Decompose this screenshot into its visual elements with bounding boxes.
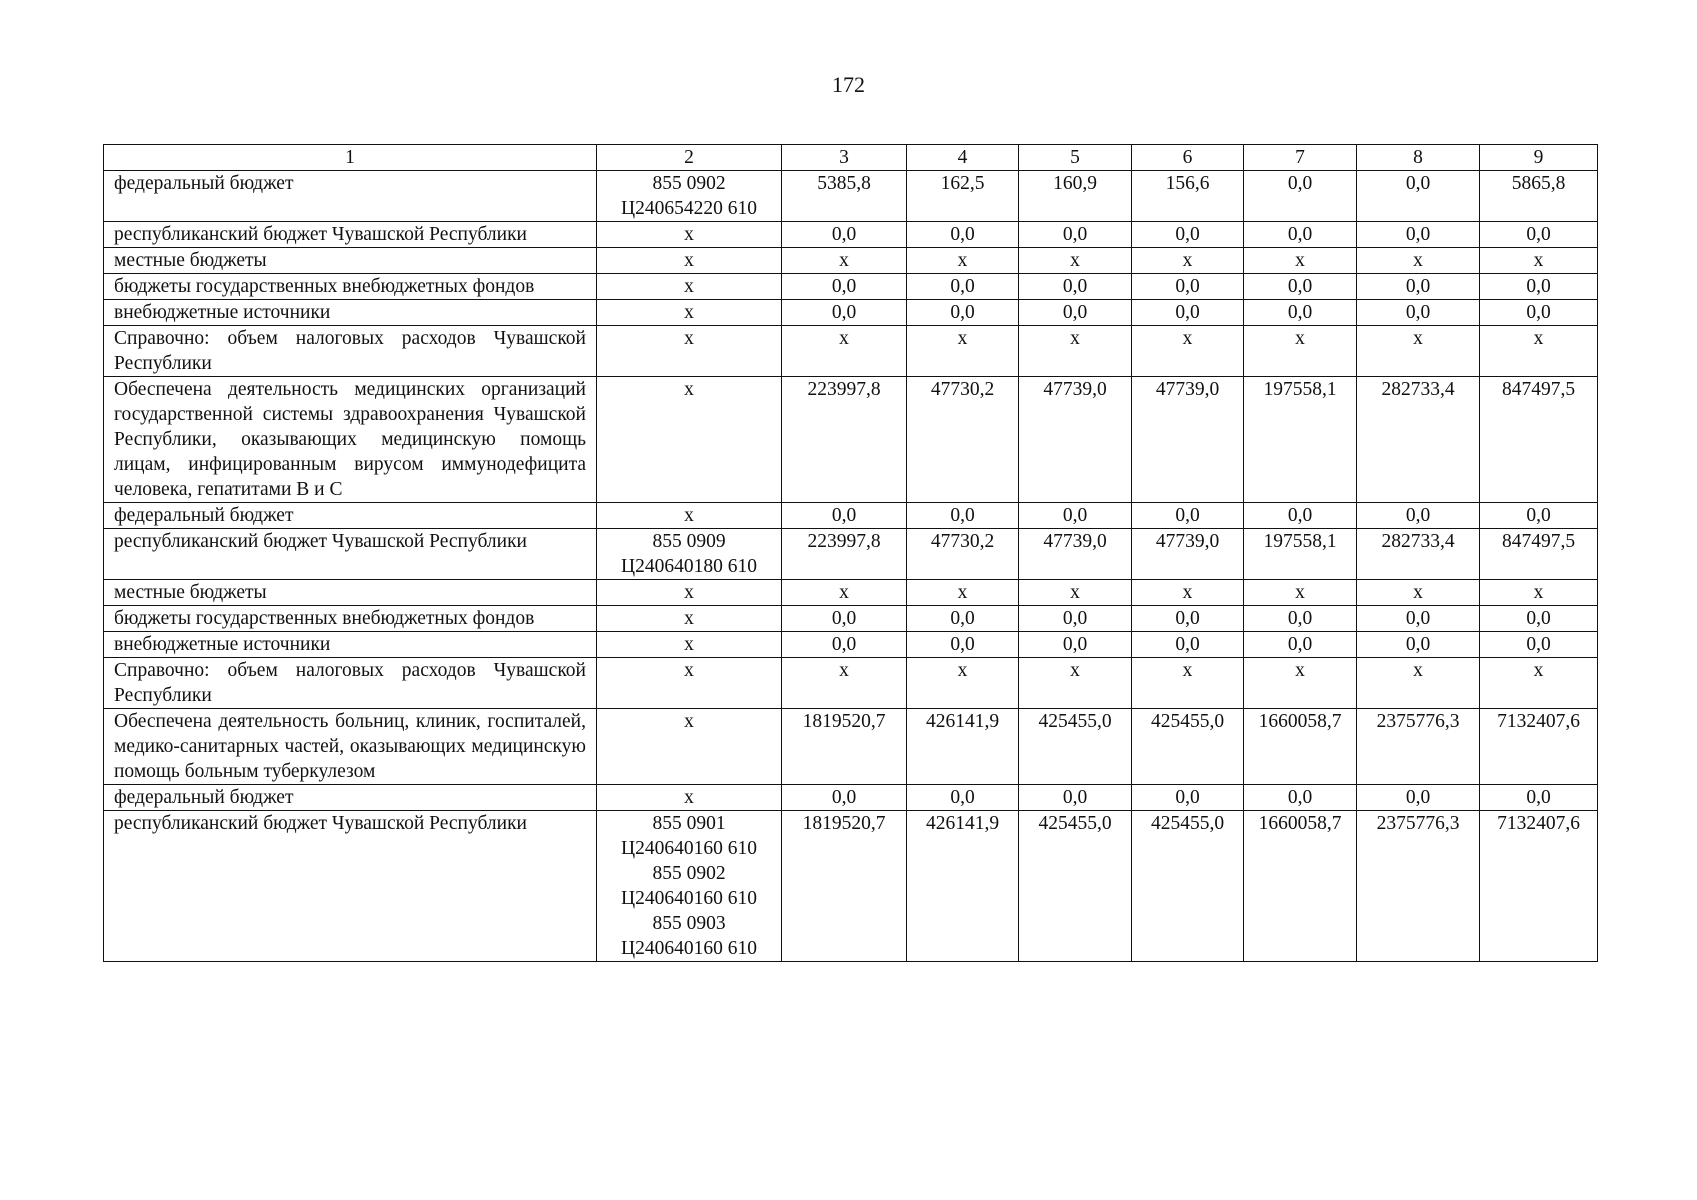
value-cell: 2375776,3 (1357, 709, 1480, 785)
value-cell: 0,0 (1357, 606, 1480, 632)
row-name-cell: Обеспечена деятельность медицинских организаций государственной системы здравоохранения Чувашской Республики, оказывающих медицинскую помощь лицам, инфицированным вирусом иммунодефицита человека, гепатитами B и C (104, 377, 597, 503)
value-cell: 0,0 (907, 300, 1019, 326)
value-cell: 282733,4 (1357, 377, 1480, 503)
value-cell: 0,0 (907, 785, 1019, 811)
value-cell: x (1480, 248, 1598, 274)
value-cell: x (1244, 658, 1357, 709)
value-cell: x (1244, 248, 1357, 274)
table-row (104, 171, 1598, 222)
value-cell: x (1357, 326, 1480, 377)
value-cell: x (782, 248, 907, 274)
row-name-cell: бюджеты государственных внебюджетных фондов (104, 606, 597, 632)
value-cell: 5385,8 (782, 171, 907, 222)
budget-code-cell: x (597, 658, 782, 709)
value-cell: x (1132, 580, 1244, 606)
value-cell: 0,0 (782, 606, 907, 632)
row-name-cell: внебюджетные источники (104, 300, 597, 326)
value-cell: 1660058,7 (1244, 709, 1357, 785)
value-cell: 0,0 (1132, 632, 1244, 658)
value-cell: 847497,5 (1480, 529, 1598, 580)
value-cell: 223997,8 (782, 529, 907, 580)
value-cell: 0,0 (782, 300, 907, 326)
value-cell: 0,0 (1019, 503, 1132, 529)
value-cell: 0,0 (1244, 503, 1357, 529)
row-name-cell: федеральный бюджет (104, 785, 597, 811)
budget-code-cell: x (597, 274, 782, 300)
table-row (104, 785, 1598, 811)
value-cell: 0,0 (907, 274, 1019, 300)
table-row (104, 606, 1598, 632)
value-cell: 0,0 (782, 632, 907, 658)
budget-code-cell: 855 0902 Ц240654220 610 (597, 171, 782, 222)
row-name-cell: бюджеты государственных внебюджетных фондов (104, 274, 597, 300)
budget-code-cell: x (597, 326, 782, 377)
column-number: 5 (1019, 145, 1132, 171)
value-cell: x (907, 658, 1019, 709)
value-cell: x (1019, 326, 1132, 377)
row-name-cell: местные бюджеты (104, 580, 597, 606)
column-number: 3 (782, 145, 907, 171)
budget-code-cell: 855 0909 Ц240640180 610 (597, 529, 782, 580)
column-number: 1 (104, 145, 597, 171)
value-cell: 0,0 (782, 274, 907, 300)
value-cell: x (1244, 580, 1357, 606)
value-cell: x (1132, 248, 1244, 274)
column-number: 7 (1244, 145, 1357, 171)
table-row (104, 811, 1598, 962)
table-row (104, 632, 1598, 658)
table-row (104, 709, 1598, 785)
value-cell: 7132407,6 (1480, 709, 1598, 785)
value-cell: 0,0 (782, 785, 907, 811)
value-cell: 0,0 (1357, 785, 1480, 811)
value-cell: 0,0 (1357, 300, 1480, 326)
table-row (104, 300, 1598, 326)
value-cell: 160,9 (1019, 171, 1132, 222)
value-cell: 47739,0 (1132, 529, 1244, 580)
row-name-cell: Справочно: объем налоговых расходов Чувашской Республики (104, 326, 597, 377)
value-cell: x (1480, 326, 1598, 377)
table-row (104, 326, 1598, 377)
value-cell: 0,0 (1480, 606, 1598, 632)
value-cell: 0,0 (1480, 785, 1598, 811)
value-cell: 0,0 (1357, 171, 1480, 222)
row-name-cell: внебюджетные источники (104, 632, 597, 658)
value-cell: 0,0 (1132, 300, 1244, 326)
value-cell: x (1480, 580, 1598, 606)
value-cell: 0,0 (907, 222, 1019, 248)
row-name-cell: местные бюджеты (104, 248, 597, 274)
row-name-cell: Справочно: объем налоговых расходов Чувашской Республики (104, 658, 597, 709)
value-cell: 0,0 (1357, 503, 1480, 529)
value-cell: 47739,0 (1019, 377, 1132, 503)
table-row (104, 222, 1598, 248)
value-cell: 0,0 (1480, 222, 1598, 248)
value-cell: 426141,9 (907, 709, 1019, 785)
column-number: 8 (1357, 145, 1480, 171)
table-row (104, 503, 1598, 529)
table-row (104, 580, 1598, 606)
value-cell: x (1357, 658, 1480, 709)
value-cell: x (1244, 326, 1357, 377)
value-cell: 0,0 (782, 503, 907, 529)
value-cell: x (1132, 326, 1244, 377)
value-cell: 0,0 (907, 503, 1019, 529)
table-row (104, 248, 1598, 274)
column-number-row (104, 145, 1598, 171)
value-cell: 162,5 (907, 171, 1019, 222)
value-cell: 0,0 (1132, 222, 1244, 248)
value-cell: x (907, 248, 1019, 274)
budget-code-cell: x (597, 785, 782, 811)
value-cell: 47739,0 (1132, 377, 1244, 503)
value-cell: 0,0 (1132, 503, 1244, 529)
value-cell: 1660058,7 (1244, 811, 1357, 962)
value-cell: 425455,0 (1019, 709, 1132, 785)
row-name-cell: федеральный бюджет (104, 503, 597, 529)
value-cell: x (1480, 658, 1598, 709)
value-cell: 223997,8 (782, 377, 907, 503)
value-cell: 0,0 (1357, 222, 1480, 248)
value-cell: 0,0 (1019, 300, 1132, 326)
row-name-cell: Обеспечена деятельность больниц, клиник, госпиталей, медико-санитарных частей, оказывающих медицинскую помощь больным туберкулезом (104, 709, 597, 785)
column-number: 2 (597, 145, 782, 171)
value-cell: 0,0 (1244, 171, 1357, 222)
value-cell: x (1357, 248, 1480, 274)
budget-table (103, 144, 1598, 962)
value-cell: 425455,0 (1132, 811, 1244, 962)
value-cell: 197558,1 (1244, 529, 1357, 580)
value-cell: 0,0 (1357, 274, 1480, 300)
table-row (104, 377, 1598, 503)
value-cell: 0,0 (1480, 300, 1598, 326)
value-cell: 197558,1 (1244, 377, 1357, 503)
value-cell: x (1019, 658, 1132, 709)
value-cell: 1819520,7 (782, 709, 907, 785)
row-name-cell: республиканский бюджет Чувашской Республики (104, 222, 597, 248)
value-cell: 47730,2 (907, 529, 1019, 580)
row-name-cell: республиканский бюджет Чувашской Республики (104, 529, 597, 580)
value-cell: 2375776,3 (1357, 811, 1480, 962)
budget-code-cell: x (597, 377, 782, 503)
value-cell: 0,0 (1019, 632, 1132, 658)
budget-code-cell: x (597, 222, 782, 248)
value-cell: 0,0 (1357, 632, 1480, 658)
value-cell: x (1132, 658, 1244, 709)
page-number: 172 (832, 72, 865, 97)
table-row (104, 658, 1598, 709)
budget-code-cell: x (597, 632, 782, 658)
budget-code-cell: 855 0901 Ц240640160 610 855 0902 Ц240640160 610 855 0903 Ц240640160 610 (597, 811, 782, 962)
value-cell: 0,0 (782, 222, 907, 248)
value-cell: 0,0 (1244, 632, 1357, 658)
value-cell: 0,0 (1244, 606, 1357, 632)
budget-code-cell: x (597, 580, 782, 606)
value-cell: 0,0 (1019, 222, 1132, 248)
value-cell: 0,0 (1244, 274, 1357, 300)
value-cell: 0,0 (1132, 606, 1244, 632)
value-cell: 282733,4 (1357, 529, 1480, 580)
value-cell: 425455,0 (1132, 709, 1244, 785)
value-cell: x (782, 658, 907, 709)
budget-code-cell: x (597, 606, 782, 632)
table-row (104, 529, 1598, 580)
value-cell: 426141,9 (907, 811, 1019, 962)
column-number: 6 (1132, 145, 1244, 171)
budget-code-cell: x (597, 300, 782, 326)
value-cell: 0,0 (1480, 632, 1598, 658)
value-cell: x (1357, 580, 1480, 606)
value-cell: 0,0 (1019, 785, 1132, 811)
column-number: 4 (907, 145, 1019, 171)
value-cell: 1819520,7 (782, 811, 907, 962)
row-name-cell: республиканский бюджет Чувашской Республики (104, 811, 597, 962)
value-cell: 0,0 (1132, 274, 1244, 300)
budget-code-cell: x (597, 503, 782, 529)
value-cell: 0,0 (1132, 785, 1244, 811)
value-cell: x (1019, 580, 1132, 606)
value-cell: x (907, 580, 1019, 606)
value-cell: 0,0 (1244, 222, 1357, 248)
budget-code-cell: x (597, 709, 782, 785)
value-cell: x (782, 580, 907, 606)
value-cell: 156,6 (1132, 171, 1244, 222)
value-cell: 0,0 (1019, 606, 1132, 632)
table-row (104, 274, 1598, 300)
value-cell: 5865,8 (1480, 171, 1598, 222)
value-cell: 425455,0 (1019, 811, 1132, 962)
value-cell: 847497,5 (1480, 377, 1598, 503)
budget-code-cell: x (597, 248, 782, 274)
row-name-cell: федеральный бюджет (104, 171, 597, 222)
value-cell: 0,0 (1244, 300, 1357, 326)
value-cell: 47739,0 (1019, 529, 1132, 580)
value-cell: 0,0 (907, 632, 1019, 658)
value-cell: x (782, 326, 907, 377)
value-cell: x (907, 326, 1019, 377)
value-cell: 0,0 (907, 606, 1019, 632)
value-cell: 0,0 (1480, 274, 1598, 300)
value-cell: x (1019, 248, 1132, 274)
value-cell: 47730,2 (907, 377, 1019, 503)
column-number: 9 (1480, 145, 1598, 171)
value-cell: 0,0 (1244, 785, 1357, 811)
value-cell: 0,0 (1480, 503, 1598, 529)
value-cell: 7132407,6 (1480, 811, 1598, 962)
value-cell: 0,0 (1019, 274, 1132, 300)
